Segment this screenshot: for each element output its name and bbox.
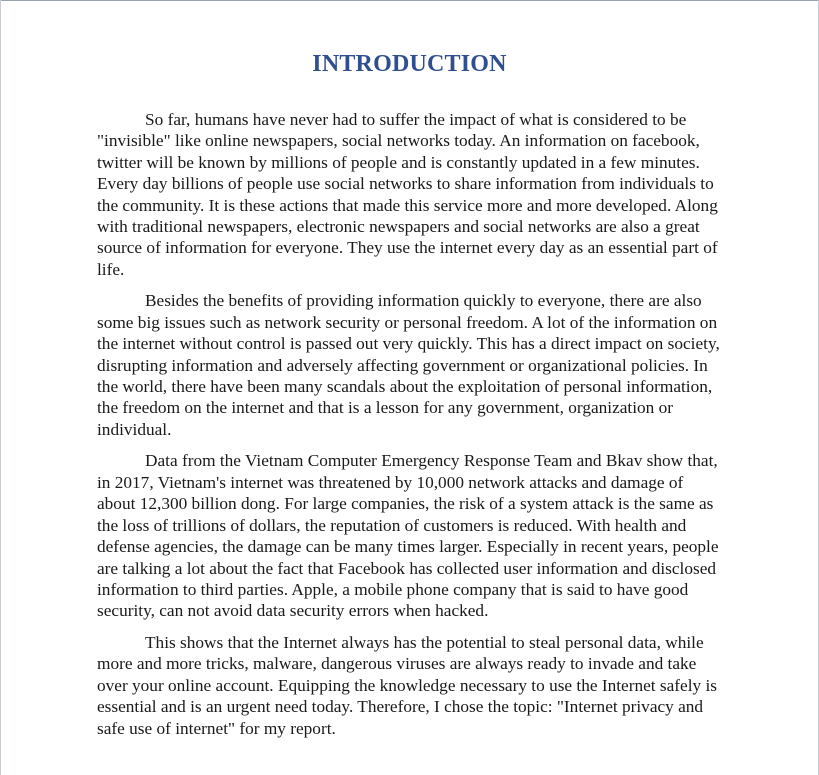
document-body[interactable] [97,109,725,749]
paragraph-2[interactable]: Besides the benefits of providing information quickly to everyone, there are also some big issues such as network security or personal freedom. A lot of the information on the internet without control is passed out very quickly. This has a direct impact on society, disrupting information and adversely affecting government or organizational policies. In the world, there have been many scandals about the exploitation of personal information, the freedom on the internet and that is a lesson for any government, organization or individual. [97,291,720,439]
page-title: INTRODUCTION [312,51,507,77]
paragraph-3[interactable]: Data from the Vietnam Computer Emergency Response Team and Bkav show that, in 2017, Vietnam's internet was threatened by 10,000 network attacks and damage of about 12,300 billion dong. For large companies, the risk of a system attack is the same as the loss of trillions of dollars, the reputation of customers is reduced. With health and defense agencies, the damage can be many times larger. Especially in recent years, people are talking a lot about the fact that Facebook has collected user information and disclosed information to third parties. Apple, a mobile phone company that is said to have good security, can not avoid data security errors when hacked. [97,451,719,621]
page-top-border [0,0,819,1]
paragraph-1[interactable]: So far, humans have never had to suffer the impact of what is considered to be "invisible" like online newspapers, social networks today. An information on facebook, twitter will be known by millions of people and is constantly updated in a few minutes. Every day billions of people use social networks to share information from individuals to the community. It is these actions that made this service more and more developed. Along with traditional newspapers, electronic newspapers and social networks are also a great source of information for everyone. They use the internet every day as an essential part of life. [97,110,718,279]
paragraph-4[interactable]: This shows that the Internet always has the potential to steal personal data, while more and more tricks, malware, dangerous viruses are always ready to invade and take over your online account. Equipping the knowledge necessary to use the Internet safely is essential and is an urgent need today. Therefore, I chose the topic: "Internet privacy and safe use of internet" for my report. [97,632,718,738]
page-left-border [0,0,1,775]
